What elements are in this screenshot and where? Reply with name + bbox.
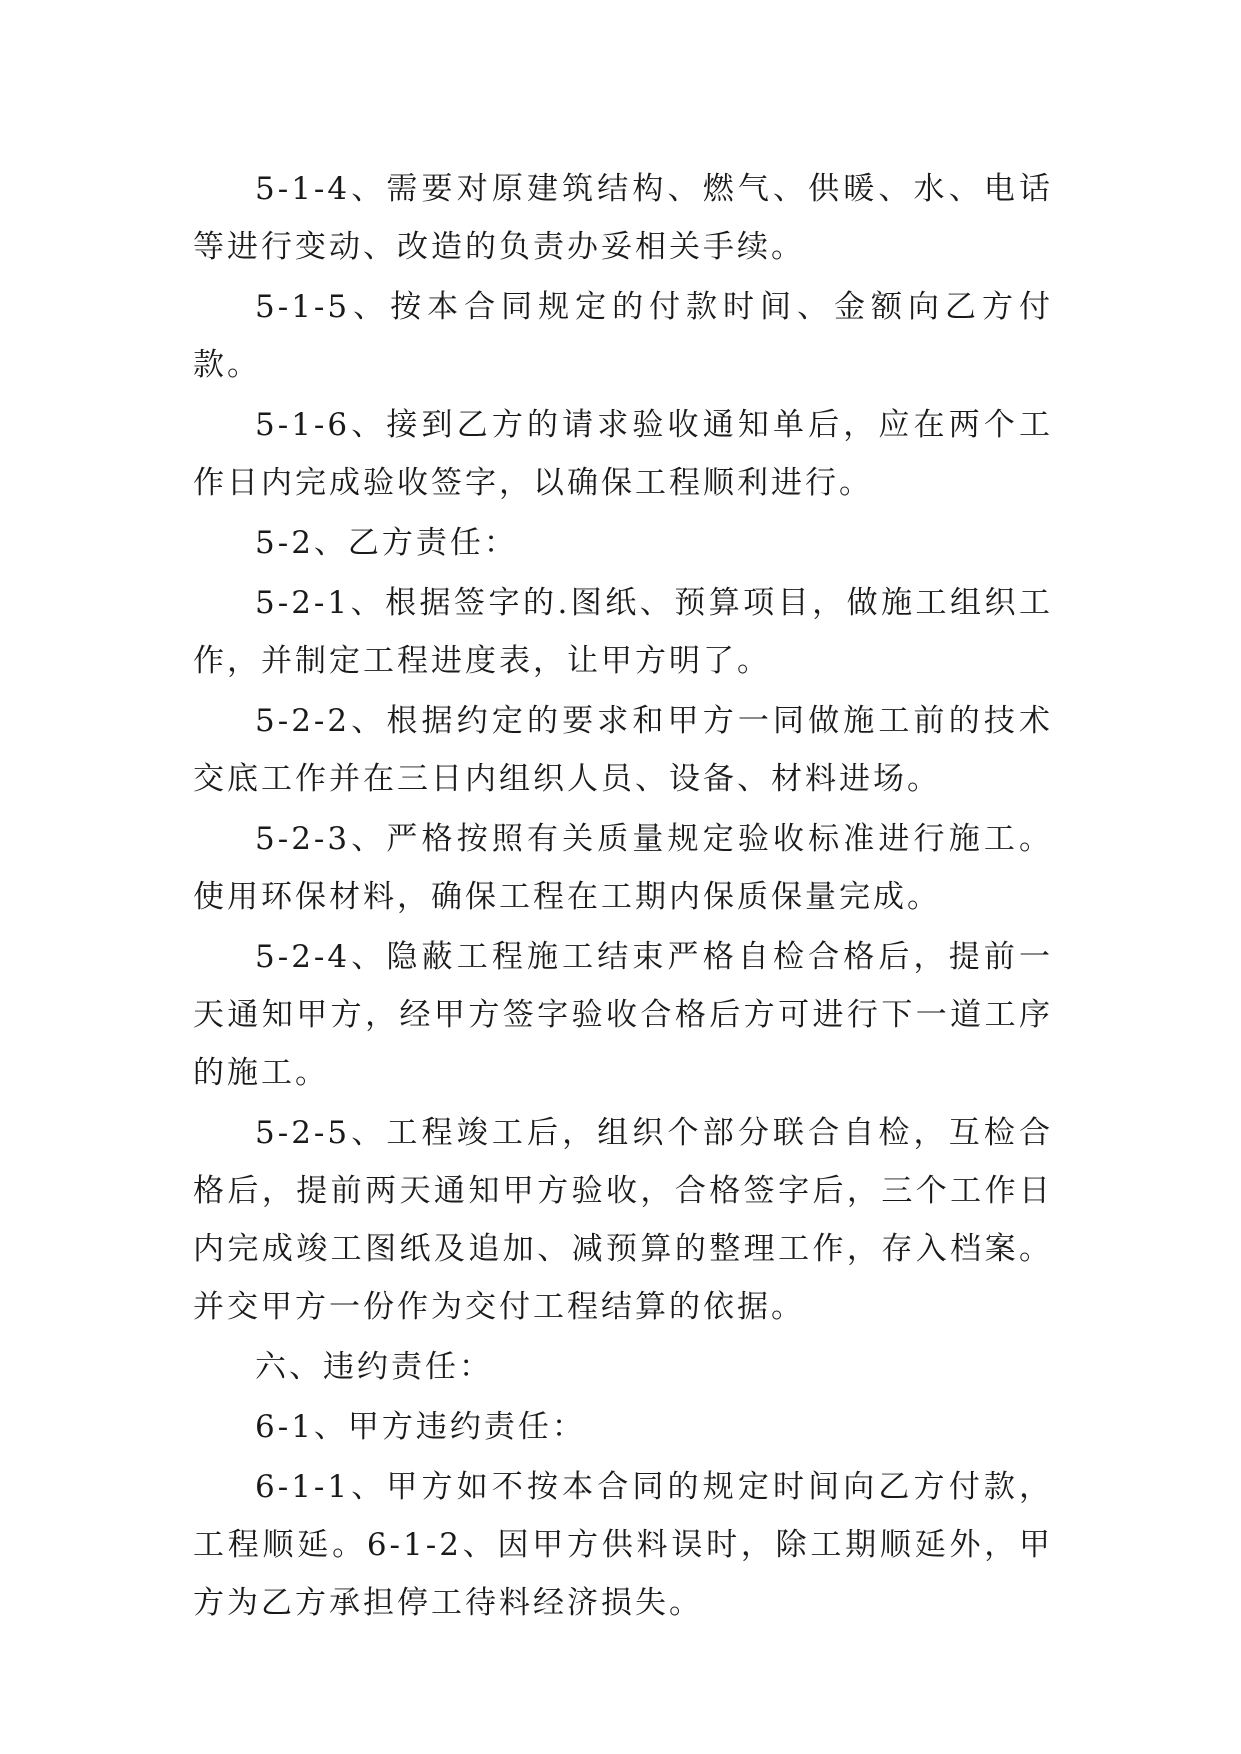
paragraph-6-1-1: 6-1-1、甲方如不按本合同的规定时间向乙方付款，工程顺延。6-1-2、因甲方供料误时，除工期顺延外，甲方为乙方承担停工待料经济损失。 [193,1469,1053,1621]
paragraph-5-1-4: 5-1-4、需要对原建筑结构、燃气、供暖、水、电话等进行变动、改造的负责办妥相关手续。 [193,171,1053,265]
paragraph-5-2-2: 5-2-2、根据约定的要求和甲方一同做施工前的技术交底工作并在三日内组织人员、设备、材料进场。 [193,703,1053,797]
paragraph-5-2-4: 5-2-4、隐蔽工程施工结束严格自检合格后，提前一天通知甲方，经甲方签字验收合格后方可进行下一道工序的施工。 [193,939,1053,1091]
paragraph-5-1-5: 5-1-5、按本合同规定的付款时间、金额向乙方付款。 [193,289,1053,383]
paragraph-5-2-3: 5-2-3、严格按照有关质量规定验收标准进行施工。使用环保材料，确保工程在工期内保质保量完成。 [193,821,1053,915]
heading-5-2: 5-2、乙方责任： [255,525,518,561]
paragraph-5-2-1: 5-2-1、根据签字的.图纸、预算项目，做施工组织工作，并制定工程进度表，让甲方明了。 [193,585,1053,679]
heading-6-1: 6-1、甲方违约责任： [255,1409,586,1445]
paragraph-5-1-6: 5-1-6、接到乙方的请求验收通知单后，应在两个工作日内完成验收签字，以确保工程顺利进行。 [193,407,1053,501]
document-body [193,160,1053,1632]
paragraph-5-2-5: 5-2-5、工程竣工后，组织个部分联合自检，互检合格后，提前两天通知甲方验收，合格签字后，三个工作日内完成竣工图纸及追加、减预算的整理工作，存入档案。并交甲方一份作为交付工程结算的依据。 [193,1115,1053,1325]
heading-section-6: 六、违约责任： [255,1349,493,1385]
